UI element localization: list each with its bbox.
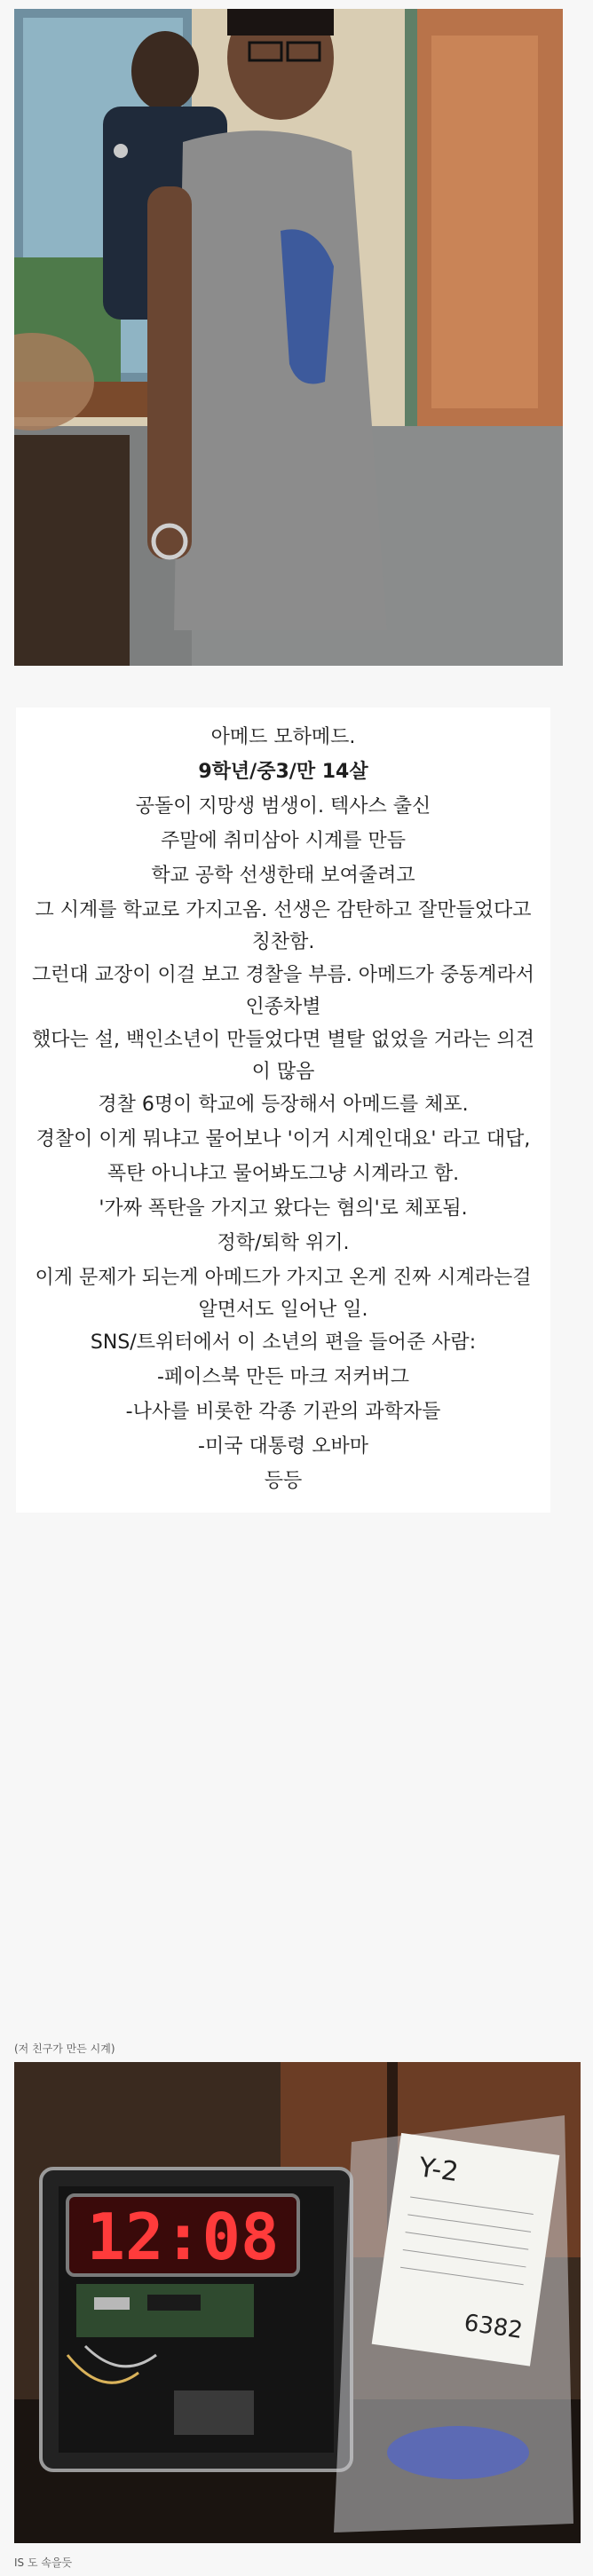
story-line: 9학년/중3/만 14살	[198, 761, 368, 783]
story-line: 칭찬함.	[251, 931, 315, 953]
story-line: 알면서도 일어난 일.	[198, 1299, 368, 1321]
story-line: 학교 공학 선생한태 보여줄려고	[151, 865, 415, 887]
story-line: 주말에 취미삼아 시계를 만듬	[160, 830, 406, 852]
story-line: 인종차별	[245, 996, 321, 1018]
story-line: 등등	[264, 1470, 303, 1492]
story-line: 공돌이 지망생 범생이. 텍사스 출신	[135, 795, 431, 818]
photo-homemade-clock-illustration	[14, 2062, 581, 2543]
evidence-tag-number: 6382	[462, 2310, 525, 2344]
photo-homemade-clock	[14, 2062, 581, 2543]
story-line: 그런대 교장이 이걸 보고 경찰을 부름. 아메드가 중동계라서	[32, 964, 534, 986]
evidence-tag-label: Y-2	[416, 2152, 461, 2189]
story-line: 그 시계를 학교로 가지고옴. 선생은 감탄하고 잘만들었다고	[35, 899, 532, 921]
photo-boy-handcuffed	[14, 9, 563, 666]
clock-display-digits: 12:08	[86, 2200, 280, 2274]
story-text-block	[16, 707, 550, 1513]
story-line: 정학/퇴학 위기.	[217, 1232, 350, 1254]
story-line: 경찰 6명이 학교에 등장해서 아메드를 체포.	[98, 1094, 469, 1116]
story-line: 아메드 모하메드.	[210, 726, 356, 748]
story-line: 이게 문제가 되는게 아메드가 가지고 온게 진짜 시계라는걸	[35, 1267, 532, 1289]
story-line: -미국 대통령 오바마	[198, 1435, 368, 1458]
story-line: 경찰이 이게 뭐냐고 물어보나 '이거 시계인대요' 라고 대답,	[36, 1128, 531, 1150]
story-line: -페이스북 만든 마크 저커버그	[157, 1366, 409, 1388]
story-line: -나사를 비롯한 각종 기관의 과학자들	[125, 1401, 441, 1423]
story-line: 폭탄 아니냐고 물어봐도그냥 시계라고 함.	[107, 1163, 460, 1185]
story-line: SNS/트위터에서 이 소년의 편을 들어준 사람:	[90, 1331, 477, 1354]
story-line: '가짜 폭탄을 가지고 왔다는 혐의'로 체포됨.	[99, 1197, 468, 1220]
story-line: 했다는 설, 백인소년이 만들었다면 별탈 없었을 거라는 의견	[32, 1029, 534, 1051]
photo-boy-handcuffed-illustration	[14, 9, 563, 666]
story-line: 이 많음	[251, 1061, 315, 1083]
bottom-caption: IS 도 속을듯	[14, 2556, 73, 2569]
clock-photo-caption: (저 친구가 만든 시계)	[14, 2043, 115, 2055]
